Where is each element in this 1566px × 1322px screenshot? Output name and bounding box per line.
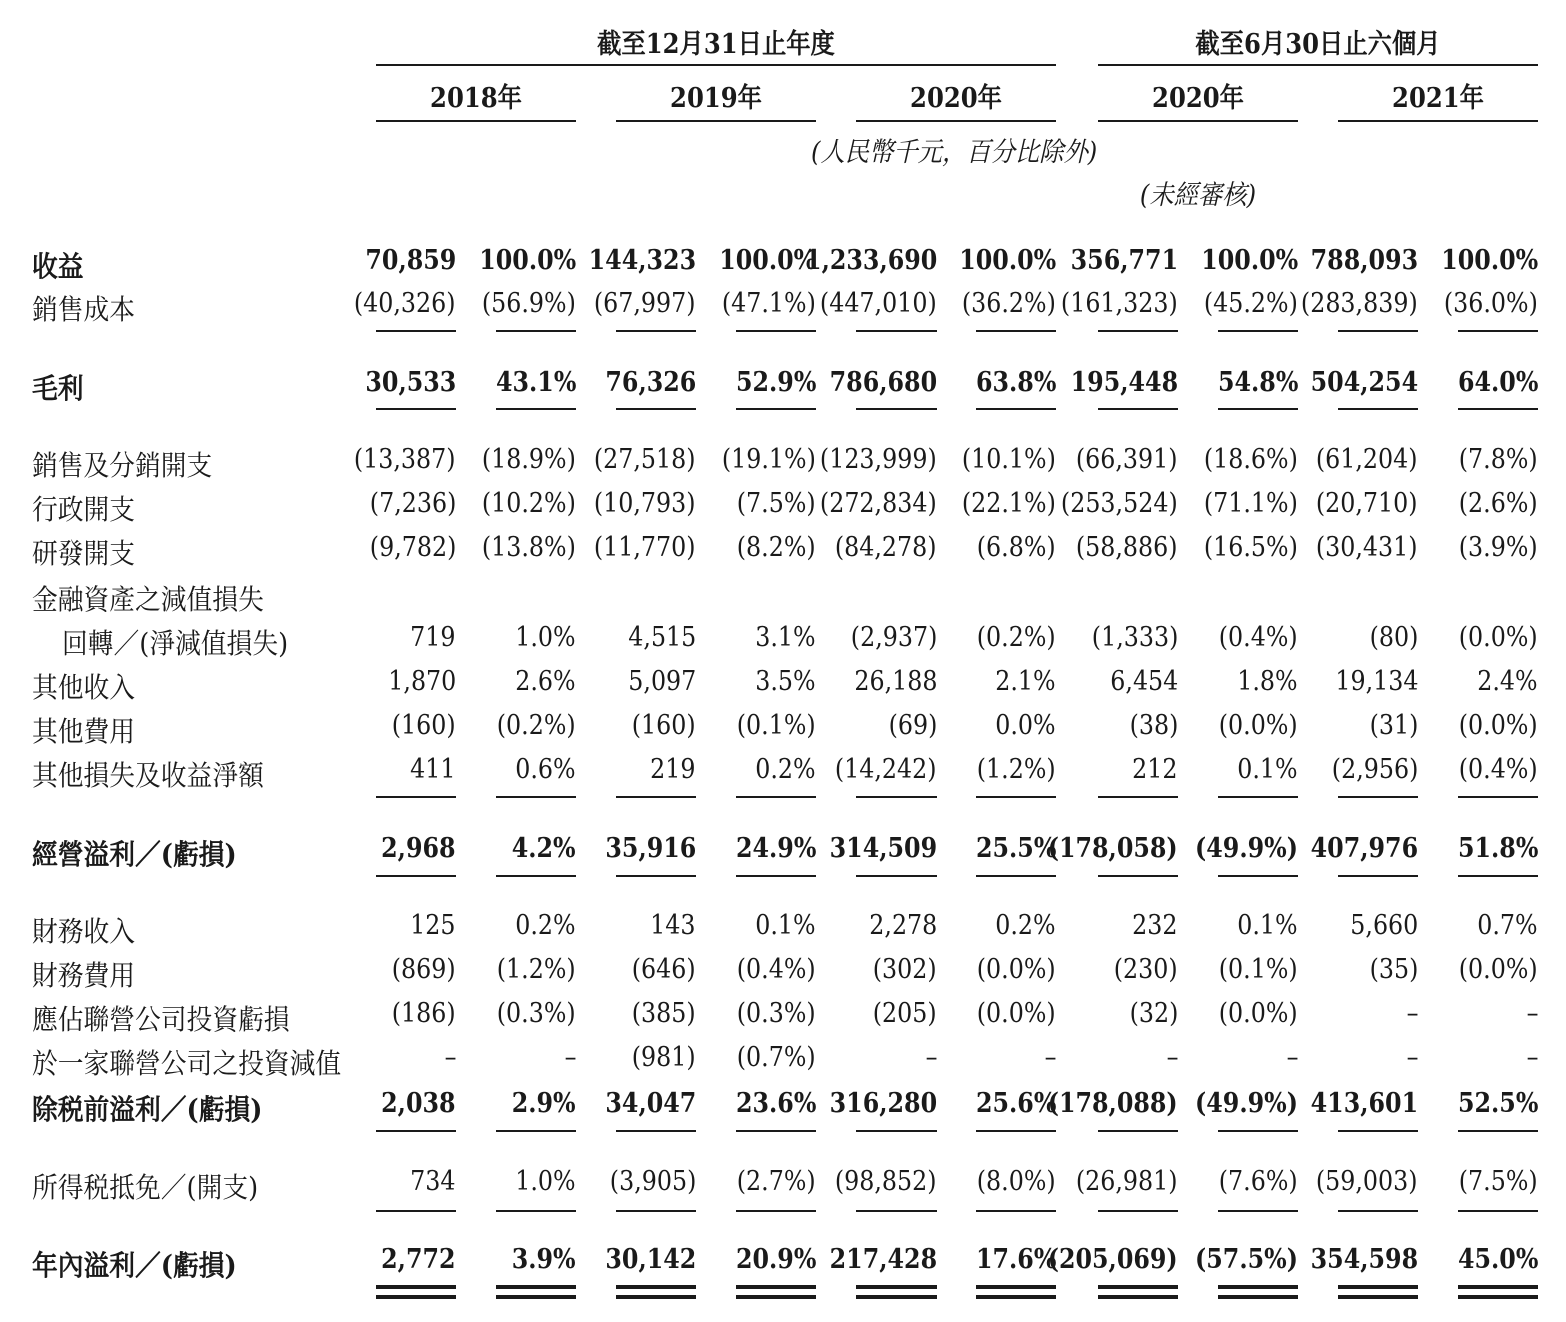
amount-cell: (11,770) <box>594 532 696 563</box>
amount-cell: – <box>1406 998 1418 1029</box>
column-rule <box>376 796 456 798</box>
year-rule <box>856 120 1056 122</box>
amount-cell: 219 <box>650 754 696 785</box>
column-rule <box>496 1295 576 1299</box>
column-rule <box>976 408 1056 410</box>
column-rule <box>616 875 696 877</box>
row-label: 其他費用 <box>32 715 136 748</box>
percent-cell: 4.2% <box>512 833 576 864</box>
amount-cell: 413,601 <box>1310 1088 1418 1119</box>
percent-cell: (0.2%) <box>977 622 1056 653</box>
column-rule <box>856 796 937 798</box>
percent-cell: (22.1%) <box>961 488 1056 519</box>
column-rule <box>1458 1295 1538 1299</box>
amount-cell: 5,097 <box>627 666 696 697</box>
percent-cell: 25.6% <box>975 1088 1056 1119</box>
percent-cell: (0.4%) <box>1219 622 1298 653</box>
percent-cell: 3.9% <box>512 1244 576 1275</box>
amount-cell: 70,859 <box>365 245 456 276</box>
amount-cell: (27,518) <box>594 444 696 475</box>
amount-cell: 734 <box>410 1166 456 1197</box>
column-rule <box>856 1295 937 1299</box>
percent-cell: (16.5%) <box>1203 532 1298 563</box>
amount-cell: 411 <box>410 754 456 785</box>
column-rule <box>1098 408 1178 410</box>
column-rule <box>1338 875 1418 877</box>
amount-cell: (10,793) <box>594 488 696 519</box>
percent-cell: (36.2%) <box>961 288 1056 319</box>
percent-cell: 20.9% <box>735 1244 816 1275</box>
percent-cell: (10.1%) <box>961 444 1056 475</box>
column-rule <box>1218 330 1298 332</box>
amount-cell: (283,839) <box>1301 288 1418 319</box>
column-rule <box>376 408 456 410</box>
column-rule <box>376 1130 456 1132</box>
percent-cell: 43.1% <box>495 367 576 398</box>
amount-cell: (9,782) <box>369 532 456 563</box>
amount-cell: 1,870 <box>387 666 456 697</box>
amount-cell: (35) <box>1369 954 1418 985</box>
column-rule <box>616 330 696 332</box>
amount-cell: (447,010) <box>820 288 937 319</box>
column-rule <box>856 875 937 877</box>
percent-cell: (56.9%) <box>481 288 576 319</box>
row-label: 於一家聯營公司之投資減值 <box>32 1047 342 1080</box>
percent-cell: (36.0%) <box>1443 288 1538 319</box>
column-rule <box>496 1130 576 1132</box>
amount-cell: 719 <box>410 622 456 653</box>
column-rule <box>736 330 816 332</box>
year-header-2018: 2018年 <box>430 83 522 114</box>
amount-cell: 76,326 <box>605 367 696 398</box>
amount-cell: (3,905) <box>609 1166 696 1197</box>
amount-cell: 143 <box>650 910 696 941</box>
column-rule <box>856 408 937 410</box>
percent-cell: 0.1% <box>1237 910 1298 941</box>
percent-cell: (0.0%) <box>1219 710 1298 741</box>
column-rule <box>736 1130 816 1132</box>
percent-cell: (18.9%) <box>481 444 576 475</box>
column-rule <box>1218 408 1298 410</box>
percent-cell: (47.1%) <box>721 288 816 319</box>
amount-cell: (186) <box>392 998 456 1029</box>
column-rule <box>616 408 696 410</box>
percent-cell: 17.6% <box>975 1244 1056 1275</box>
column-rule <box>376 875 456 877</box>
amount-cell: 5,660 <box>1349 910 1418 941</box>
amount-cell: (66,391) <box>1076 444 1178 475</box>
percent-cell: (0.0%) <box>1459 954 1538 985</box>
amount-cell: (178,058) <box>1048 833 1178 864</box>
percent-cell: 2.6% <box>515 666 576 697</box>
row-label: 年內溢利／(虧損) <box>32 1249 237 1282</box>
amount-cell: – <box>1406 1042 1418 1073</box>
percent-cell: 100.0% <box>1441 245 1538 276</box>
amount-cell: (7,236) <box>369 488 456 519</box>
percent-cell: 100.0% <box>719 245 816 276</box>
column-rule <box>1338 330 1418 332</box>
amount-cell: (205,069) <box>1048 1244 1178 1275</box>
column-rule <box>496 408 576 410</box>
column-rule <box>736 1210 816 1212</box>
percent-cell: (0.1%) <box>1219 954 1298 985</box>
amount-cell: (80) <box>1369 622 1418 653</box>
percent-cell: (6.8%) <box>977 532 1056 563</box>
percent-cell: 1.0% <box>515 622 576 653</box>
amount-cell: (205) <box>873 998 937 1029</box>
amount-cell: 34,047 <box>605 1088 696 1119</box>
percent-cell: (0.3%) <box>497 998 576 1029</box>
column-rule <box>1098 796 1178 798</box>
percent-cell: (0.0%) <box>1459 622 1538 653</box>
percent-cell: – <box>1044 1042 1056 1073</box>
amount-cell: (31) <box>1369 710 1418 741</box>
column-rule <box>976 1285 1056 1289</box>
amount-cell: 4,515 <box>627 622 696 653</box>
amount-cell: 2,278 <box>868 910 937 941</box>
column-rule <box>856 1130 937 1132</box>
amount-cell: (272,834) <box>820 488 937 519</box>
amount-cell: 504,254 <box>1310 367 1418 398</box>
percent-cell: (0.0%) <box>1459 710 1538 741</box>
percent-cell: (0.2%) <box>497 710 576 741</box>
amount-cell: (32) <box>1129 998 1178 1029</box>
percent-cell: 54.8% <box>1217 367 1298 398</box>
column-rule <box>1338 1285 1418 1289</box>
percent-cell: (0.0%) <box>977 954 1056 985</box>
percent-cell: 64.0% <box>1457 367 1538 398</box>
percent-cell: 0.1% <box>1237 754 1298 785</box>
column-rule <box>976 1130 1056 1132</box>
unaudited-note: (未經審核) <box>1139 180 1257 211</box>
column-rule <box>616 1210 696 1212</box>
percent-cell: (2.6%) <box>1459 488 1538 519</box>
row-label: 行政開支 <box>32 493 136 526</box>
unit-note: (人民幣千元，百分比除外) <box>811 137 1098 168</box>
amount-cell: (84,278) <box>835 532 937 563</box>
percent-cell: (45.2%) <box>1203 288 1298 319</box>
column-rule <box>496 1285 576 1289</box>
percent-cell: – <box>1526 998 1538 1029</box>
amount-cell: (646) <box>632 954 696 985</box>
amount-cell: (67,997) <box>594 288 696 319</box>
percent-cell: 2.4% <box>1477 666 1538 697</box>
amount-cell: 232 <box>1132 910 1178 941</box>
column-rule <box>736 408 816 410</box>
column-rule <box>1338 1130 1418 1132</box>
row-label: 應佔聯營公司投資虧損 <box>32 1003 290 1036</box>
column-rule <box>856 330 937 332</box>
percent-cell: (0.7%) <box>737 1042 816 1073</box>
percent-cell: (49.9%) <box>1195 1088 1298 1119</box>
amount-cell: (123,999) <box>820 444 937 475</box>
column-rule <box>1218 1210 1298 1212</box>
percent-cell: 100.0% <box>1201 245 1298 276</box>
year-rule <box>1338 120 1538 122</box>
percent-cell: (1.2%) <box>497 954 576 985</box>
year-rule <box>616 120 816 122</box>
row-label: 銷售及分銷開支 <box>32 449 213 482</box>
percent-cell: (7.8%) <box>1459 444 1538 475</box>
column-rule <box>976 875 1056 877</box>
year-rule <box>1098 120 1298 122</box>
amount-cell: – <box>925 1042 937 1073</box>
column-rule <box>1098 1130 1178 1132</box>
column-rule <box>1458 875 1538 877</box>
amount-cell: (178,088) <box>1048 1088 1178 1119</box>
amount-cell: 19,134 <box>1334 666 1418 697</box>
column-rule <box>976 330 1056 332</box>
percent-cell: (7.5%) <box>737 488 816 519</box>
amount-cell: (302) <box>873 954 937 985</box>
column-rule <box>616 796 696 798</box>
percent-cell: 0.1% <box>755 910 816 941</box>
percent-cell: (7.6%) <box>1219 1166 1298 1197</box>
amount-cell: 407,976 <box>1310 833 1418 864</box>
row-label: 所得税抵免／(開支) <box>32 1171 259 1204</box>
amount-cell: 125 <box>410 910 456 941</box>
percent-cell: (10.2%) <box>481 488 576 519</box>
column-rule <box>976 796 1056 798</box>
percent-cell: 24.9% <box>735 833 816 864</box>
percent-cell: – <box>1286 1042 1298 1073</box>
column-rule <box>1098 1295 1178 1299</box>
column-rule <box>976 1295 1056 1299</box>
amount-cell: (69) <box>888 710 937 741</box>
amount-cell: (20,710) <box>1316 488 1418 519</box>
column-rule <box>856 1210 937 1212</box>
column-rule <box>496 330 576 332</box>
amount-cell: (98,852) <box>835 1166 937 1197</box>
percent-cell: (49.9%) <box>1195 833 1298 864</box>
amount-cell: 30,533 <box>365 367 456 398</box>
percent-cell: (3.9%) <box>1459 532 1538 563</box>
amount-cell: 26,188 <box>853 666 937 697</box>
amount-cell: (230) <box>1114 954 1178 985</box>
percent-cell: (0.0%) <box>1219 998 1298 1029</box>
amount-cell: 30,142 <box>605 1244 696 1275</box>
column-rule <box>1458 330 1538 332</box>
amount-cell: 212 <box>1132 754 1178 785</box>
amount-cell: – <box>1166 1042 1178 1073</box>
year-header-2020-h1: 2020年 <box>1152 83 1244 114</box>
row-label: 金融資產之減值損失 <box>32 583 264 616</box>
percent-cell: 0.2% <box>515 910 576 941</box>
column-rule <box>376 1210 456 1212</box>
percent-cell: (18.6%) <box>1203 444 1298 475</box>
percent-cell: 100.0% <box>479 245 576 276</box>
percent-cell: (0.0%) <box>977 998 1056 1029</box>
column-rule <box>1218 796 1298 798</box>
group-header-interim: 截至6月30日止六個月 <box>1195 29 1441 60</box>
column-rule <box>1458 1130 1538 1132</box>
amount-cell: (58,886) <box>1076 532 1178 563</box>
year-header-2021-h1: 2021年 <box>1392 83 1484 114</box>
amount-cell: (38) <box>1129 710 1178 741</box>
row-label: 回轉／(淨減值損失) <box>62 627 289 660</box>
row-label: 其他損失及收益淨額 <box>32 759 264 792</box>
amount-cell: (981) <box>632 1042 696 1073</box>
percent-cell: 25.5% <box>975 833 1056 864</box>
row-label: 財務費用 <box>32 959 136 992</box>
column-rule <box>1338 1295 1418 1299</box>
column-rule <box>376 1295 456 1299</box>
amount-cell: 356,771 <box>1070 245 1178 276</box>
amount-cell: 6,454 <box>1109 666 1178 697</box>
amount-cell: (26,981) <box>1076 1166 1178 1197</box>
amount-cell: 314,509 <box>829 833 937 864</box>
column-rule <box>1218 1295 1298 1299</box>
column-rule <box>496 1210 576 1212</box>
group-rule-annual <box>376 64 1056 66</box>
column-rule <box>736 1295 816 1299</box>
row-label: 研發開支 <box>32 537 136 570</box>
year-rule <box>376 120 576 122</box>
percent-cell: – <box>1526 1042 1538 1073</box>
percent-cell: (8.0%) <box>977 1166 1056 1197</box>
percent-cell: 52.9% <box>735 367 816 398</box>
percent-cell: (2.7%) <box>737 1166 816 1197</box>
column-rule <box>1338 796 1418 798</box>
column-rule <box>616 1285 696 1289</box>
year-header-2019: 2019年 <box>670 83 762 114</box>
amount-cell: 35,916 <box>605 833 696 864</box>
group-header-annual: 截至12月31日止年度 <box>597 29 835 60</box>
amount-cell: (2,956) <box>1331 754 1418 785</box>
column-rule <box>1098 330 1178 332</box>
amount-cell: 144,323 <box>588 245 696 276</box>
column-rule <box>736 1285 816 1289</box>
amount-cell: 316,280 <box>829 1088 937 1119</box>
percent-cell: 2.9% <box>512 1088 576 1119</box>
amount-cell: (30,431) <box>1316 532 1418 563</box>
column-rule <box>1458 796 1538 798</box>
amount-cell: 2,968 <box>381 833 456 864</box>
row-label: 其他收入 <box>32 671 136 704</box>
percent-cell: 1.8% <box>1237 666 1298 697</box>
percent-cell: 0.7% <box>1477 910 1538 941</box>
amount-cell: (1,333) <box>1091 622 1178 653</box>
percent-cell: (0.4%) <box>737 954 816 985</box>
amount-cell: (253,524) <box>1061 488 1178 519</box>
year-header-2020: 2020年 <box>910 83 1002 114</box>
percent-cell: 52.5% <box>1457 1088 1538 1119</box>
row-label: 銷售成本 <box>32 293 136 326</box>
column-rule <box>976 1210 1056 1212</box>
percent-cell: (8.2%) <box>737 532 816 563</box>
amount-cell: 2,772 <box>381 1244 456 1275</box>
amount-cell: 217,428 <box>829 1244 937 1275</box>
percent-cell: 63.8% <box>975 367 1056 398</box>
column-rule <box>1098 1210 1178 1212</box>
amount-cell: (160) <box>632 710 696 741</box>
percent-cell: 0.6% <box>515 754 576 785</box>
percent-cell: 45.0% <box>1457 1244 1538 1275</box>
percent-cell: 23.6% <box>735 1088 816 1119</box>
column-rule <box>1098 875 1178 877</box>
column-rule <box>736 796 816 798</box>
column-rule <box>856 1285 937 1289</box>
amount-cell: (13,387) <box>354 444 456 475</box>
row-label: 收益 <box>32 250 84 283</box>
row-label: 經營溢利／(虧損) <box>32 838 237 871</box>
amount-cell: (59,003) <box>1316 1166 1418 1197</box>
percent-cell: (19.1%) <box>721 444 816 475</box>
percent-cell: (0.3%) <box>737 998 816 1029</box>
percent-cell: 3.5% <box>755 666 816 697</box>
row-label: 除税前溢利／(虧損) <box>32 1093 263 1126</box>
percent-cell: 0.0% <box>995 710 1056 741</box>
amount-cell: 786,680 <box>829 367 937 398</box>
amount-cell: 1,233,690 <box>804 245 937 276</box>
percent-cell: 100.0% <box>959 245 1056 276</box>
amount-cell: (385) <box>632 998 696 1029</box>
column-rule <box>1098 1285 1178 1289</box>
column-rule <box>376 330 456 332</box>
amount-cell: (40,326) <box>354 288 456 319</box>
percent-cell: 0.2% <box>995 910 1056 941</box>
amount-cell: (161,323) <box>1061 288 1178 319</box>
row-label: 毛利 <box>32 372 84 405</box>
amount-cell: (869) <box>392 954 456 985</box>
column-rule <box>1218 1130 1298 1132</box>
column-rule <box>496 796 576 798</box>
percent-cell: (1.2%) <box>977 754 1056 785</box>
percent-cell: (13.8%) <box>481 532 576 563</box>
row-label: 財務收入 <box>32 915 136 948</box>
percent-cell: (0.4%) <box>1459 754 1538 785</box>
column-rule <box>1458 408 1538 410</box>
column-rule <box>496 875 576 877</box>
amount-cell: 195,448 <box>1070 367 1178 398</box>
percent-cell: (7.5%) <box>1459 1166 1538 1197</box>
amount-cell: (14,242) <box>835 754 937 785</box>
percent-cell: 51.8% <box>1457 833 1538 864</box>
column-rule <box>616 1130 696 1132</box>
percent-cell: – <box>564 1042 576 1073</box>
percent-cell: (0.1%) <box>737 710 816 741</box>
column-rule <box>736 875 816 877</box>
amount-cell: (2,937) <box>850 622 937 653</box>
percent-cell: 3.1% <box>755 622 816 653</box>
column-rule <box>616 1295 696 1299</box>
group-rule-interim <box>1098 64 1538 66</box>
column-rule <box>376 1285 456 1289</box>
percent-cell: 1.0% <box>515 1166 576 1197</box>
column-rule <box>1458 1210 1538 1212</box>
column-rule <box>1338 1210 1418 1212</box>
amount-cell: (160) <box>392 710 456 741</box>
column-rule <box>1458 1285 1538 1289</box>
column-rule <box>1218 1285 1298 1289</box>
amount-cell: (61,204) <box>1316 444 1418 475</box>
amount-cell: 354,598 <box>1310 1244 1418 1275</box>
percent-cell: (57.5%) <box>1195 1244 1298 1275</box>
percent-cell: 2.1% <box>995 666 1056 697</box>
percent-cell: (71.1%) <box>1203 488 1298 519</box>
amount-cell: – <box>444 1042 456 1073</box>
column-rule <box>1218 875 1298 877</box>
column-rule <box>1338 408 1418 410</box>
amount-cell: 788,093 <box>1310 245 1418 276</box>
percent-cell: 0.2% <box>755 754 816 785</box>
amount-cell: 2,038 <box>381 1088 456 1119</box>
